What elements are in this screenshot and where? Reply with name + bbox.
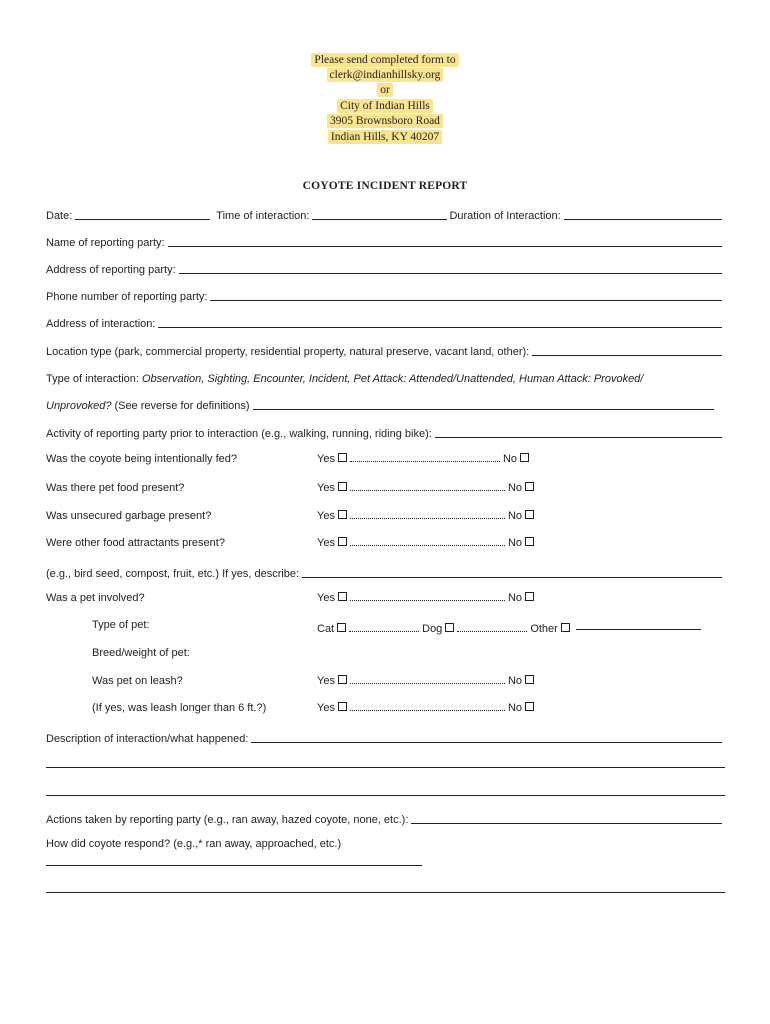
attractants-question: Were other food attractants present? [46,537,225,549]
fed-no-checkbox[interactable] [520,453,529,462]
actions-row [46,810,724,826]
dotted-leader [350,453,500,462]
garbage-no-checkbox[interactable] [525,510,534,519]
petfood-yes-checkbox[interactable] [338,482,347,491]
attractants-yes-no [317,537,534,549]
pet-yes-no [317,592,534,604]
phone-label: Phone number of reporting party: [46,291,208,303]
yes-label: Yes [317,537,335,549]
location-type-row [46,342,724,358]
petfood-no-checkbox[interactable] [525,482,534,491]
dog-label: Dog [422,623,443,635]
description-row [46,729,724,745]
header-or: or [0,83,770,98]
other-label: Other [530,623,558,635]
interaction-type-label: Type of interaction: [46,373,139,385]
attractants-yes-checkbox[interactable] [338,537,347,546]
dotted-leader [350,592,505,601]
breed-label: Breed/weight of pet: [92,647,190,659]
leash-question: Was pet on leash? [92,675,183,687]
other-checkbox[interactable] [561,623,570,632]
address-label: Address of reporting party: [46,264,176,276]
yes-label: Yes [317,675,335,687]
duration-field[interactable] [564,209,722,220]
pet-type-options [317,619,703,635]
describe-field[interactable] [302,567,722,578]
response-line-2[interactable] [46,892,725,893]
activity-label: Activity of reporting party prior to interaction (e.g., walking, running, riding bike): [46,428,432,440]
fed-yes-checkbox[interactable] [338,453,347,462]
interaction-address-field[interactable] [158,317,722,328]
no-label: No [507,482,523,494]
cat-checkbox[interactable] [337,623,346,632]
date-label: Date: [46,210,73,222]
interaction-type-row [46,369,724,385]
date-time-row [46,206,724,222]
activity-row [46,424,724,440]
yes-label: Yes [317,482,335,494]
name-label: Name of reporting party: [46,237,165,249]
name-row [46,233,724,249]
garbage-yes-checkbox[interactable] [338,510,347,519]
header-street: 3905 Brownsboro Road [0,114,770,129]
other-pet-field[interactable] [576,619,701,630]
garbage-question: Was unsecured garbage present? [46,510,212,522]
interaction-address-row [46,314,724,330]
response-line-1[interactable] [46,865,422,866]
leash-length-yes-checkbox[interactable] [338,702,347,711]
interaction-type-options: Observation, Sighting, Encounter, Incident, Pet Attack: Attended/Unattended, Human Attack: Provoked/ [141,373,644,385]
dotted-leader [350,537,505,546]
header-citystate: Indian Hills, KY 40207 [0,130,770,145]
no-label: No [507,592,523,604]
response-label: How did coyote respond? (e.g.,* ran away, approached, etc.) [46,838,342,850]
pet-yes-checkbox[interactable] [338,592,347,601]
header-city: City of Indian Hills [0,99,770,114]
address-field[interactable] [179,263,722,274]
phone-row [46,287,724,303]
dog-checkbox[interactable] [445,623,454,632]
no-label: No [507,510,523,522]
description-line-3[interactable] [46,795,725,796]
location-type-label: Location type (park, commercial property, residential property, natural preserve, vacant land, other): [46,346,530,358]
header-email: clerk@indianhillsky.org [0,68,770,83]
cat-label: Cat [317,623,335,635]
leash-length-no-checkbox[interactable] [525,702,534,711]
time-label: Time of interaction: [216,210,310,222]
address-row [46,260,724,276]
phone-field[interactable] [210,290,722,301]
dotted-leader [350,675,505,684]
name-field[interactable] [168,236,722,247]
description-line-2[interactable] [46,767,725,768]
yes-label: Yes [317,453,335,465]
activity-field[interactable] [435,427,722,438]
page-title: COYOTE INCIDENT REPORT [302,180,468,192]
fed-question: Was the coyote being intentionally fed? [46,453,237,465]
leash-yes-no [317,675,534,687]
yes-label: Yes [317,510,335,522]
garbage-yes-no [317,510,534,522]
interaction-address-label: Address of interaction: [46,318,156,330]
dotted-leader [457,623,527,632]
leash-length-question: (If yes, was leash longer than 6 ft.?) [92,702,267,714]
pet-type-label: Type of pet: [92,619,150,631]
interaction-type-field[interactable] [253,399,714,410]
dotted-leader [349,623,419,632]
leash-yes-checkbox[interactable] [338,675,347,684]
fed-yes-no [317,453,529,465]
dotted-leader [350,482,505,491]
no-label: No [507,675,523,687]
actions-field[interactable] [411,813,722,824]
leash-no-checkbox[interactable] [525,675,534,684]
no-label: No [502,453,518,465]
time-field[interactable] [312,209,447,220]
header-line: Please send completed form to [0,53,770,68]
pet-no-checkbox[interactable] [525,592,534,601]
petfood-question: Was there pet food present? [46,482,185,494]
interaction-type-row-2 [46,396,724,412]
definitions-note: (See reverse for definitions) [114,400,250,412]
describe-label: (e.g., bird seed, compost, fruit, etc.) If yes, describe: [46,568,300,580]
description-label: Description of interaction/what happened: [46,733,249,745]
pet-question: Was a pet involved? [46,592,145,604]
actions-label: Actions taken by reporting party (e.g., ran away, hazed coyote, none, etc.): [46,814,409,826]
description-field[interactable] [251,732,722,743]
dotted-leader [350,702,505,711]
duration-label: Duration of Interaction: [449,210,561,222]
no-label: No [507,537,523,549]
interaction-type-options-2: Unprovoked? [46,400,112,412]
attractants-no-checkbox[interactable] [525,537,534,546]
petfood-yes-no [317,482,534,494]
no-label: No [507,702,523,714]
yes-label: Yes [317,702,335,714]
yes-label: Yes [317,592,335,604]
describe-row [46,564,724,580]
location-type-field[interactable] [532,345,722,356]
leash-length-yes-no [317,702,534,714]
date-field[interactable] [75,209,210,220]
dotted-leader [350,510,505,519]
